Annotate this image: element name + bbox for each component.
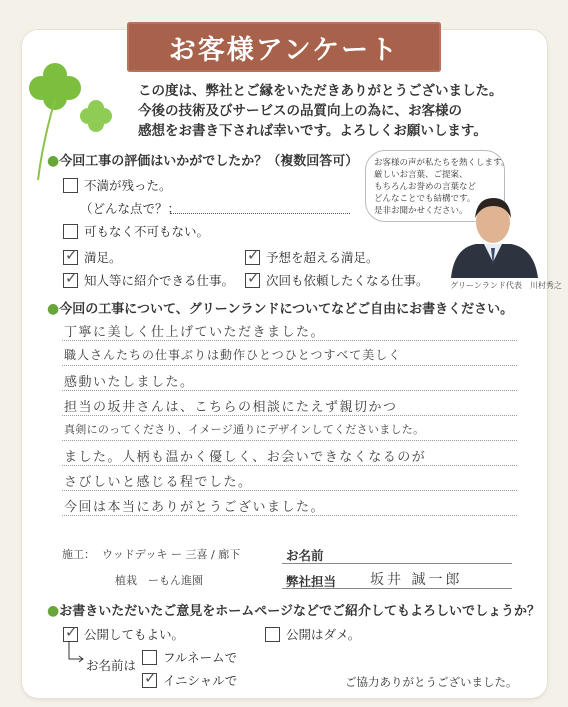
checkbox[interactable]	[142, 650, 157, 665]
option-label: 知人等に紹介できる仕事。	[84, 273, 235, 288]
intro-line: 感想をお書き下されば幸いです。よろしくお願いします。	[138, 123, 487, 139]
name-line[interactable]	[282, 563, 512, 564]
name-label: お名前	[286, 548, 324, 563]
q3-heading-text: お書きいただいたご意見をホームページなどでご紹介してもよろしいでしょうか？	[59, 604, 540, 619]
checkbox[interactable]	[265, 627, 280, 642]
work-value: ウッドデッキ ー 三喜 / 廊下	[102, 548, 241, 561]
comment-line: ました。人柄も温かく優しく、お会いできなくなるのが	[64, 450, 427, 465]
bubble-line: 厳しいお言葉、ご提案、	[374, 170, 468, 180]
ruled-line	[62, 390, 517, 391]
ruled-line	[62, 340, 517, 341]
checkmark-icon: ✓	[65, 268, 78, 287]
option-fullname[interactable]	[142, 648, 237, 666]
checkmark-icon: ✓	[65, 622, 78, 641]
bubble-line: どんなことでも結構です。	[374, 194, 476, 204]
thanks-text: ご協力ありがとうございました。	[345, 675, 518, 689]
option-label: 満足。	[84, 250, 122, 265]
planting-value: 植栽 ーもん進園	[115, 574, 203, 587]
branch-arrow-icon	[66, 641, 86, 667]
option-label: フルネームで	[163, 650, 238, 665]
comment-line: 丁寧に美しく仕上げていただきました。	[64, 325, 326, 340]
survey-title: お客様アンケート	[127, 22, 441, 72]
clover-icon	[18, 50, 128, 190]
option-recommend[interactable]	[63, 268, 235, 289]
option-label: 公開してもよい。	[84, 627, 185, 642]
ruled-line	[62, 440, 517, 441]
checkbox[interactable]	[245, 245, 260, 265]
q2-heading-text: 今回の工事について、グリーンランドについてなどご自由にお書きください。	[59, 302, 514, 317]
which-points-row	[80, 199, 180, 217]
option-neutral[interactable]	[63, 222, 209, 240]
option-publish-no[interactable]	[265, 625, 360, 643]
option-label: 可もなく不可もない。	[84, 224, 210, 239]
president-photo	[446, 190, 541, 278]
option-exceeded[interactable]	[245, 245, 379, 266]
checkbox[interactable]	[63, 622, 78, 642]
ruled-line	[62, 515, 517, 516]
ruled-line	[62, 415, 517, 416]
option-satisfied[interactable]	[63, 245, 122, 266]
option-again[interactable]	[245, 268, 429, 289]
comment-line: 真剣にのってくださり、イメージ通りにデザインしてくださいました。	[64, 423, 425, 436]
intro-line: 今後の技術及びサービスの品質向上の為に、お客様の	[138, 103, 462, 119]
staff-line	[282, 588, 512, 589]
comment-line: さびしいと感じる程でした。	[64, 475, 253, 490]
q3-heading	[47, 600, 540, 619]
q1-heading	[47, 150, 358, 169]
comment-line: 今回は本当にありがとうございました。	[64, 500, 326, 515]
president-caption: グリーンランド代表 川村秀之	[450, 281, 562, 290]
option-initials[interactable]	[142, 668, 238, 689]
checkmark-icon: ✓	[247, 245, 260, 264]
name-is-label	[86, 656, 136, 674]
checkbox[interactable]	[142, 668, 157, 688]
staff-value: 坂井 誠一郎	[370, 572, 463, 588]
work-label: 施工：	[62, 548, 95, 561]
checkbox[interactable]	[63, 178, 78, 193]
checkbox[interactable]	[63, 245, 78, 265]
option-label: 次回も依頼したくなる仕事。	[266, 273, 429, 288]
bubble-line: 是非お聞かせください。	[374, 206, 468, 216]
intro-line: この度は、弊社とご縁をいただきありがとうございました。	[138, 83, 503, 99]
comment-line: 感動いたしました。	[64, 375, 195, 390]
option-label: 公開はダメ。	[286, 627, 361, 642]
option-label: 不満が残った。	[84, 178, 172, 193]
checkmark-icon: ✓	[144, 668, 157, 687]
bullet-icon: ●	[47, 301, 60, 317]
staff-label: 弊社担当	[286, 574, 337, 589]
name-is-text: お名前は	[86, 658, 137, 673]
option-label: イニシャルで	[163, 673, 238, 688]
checkbox[interactable]	[63, 268, 78, 288]
checkmark-icon: ✓	[247, 268, 260, 287]
checkbox[interactable]	[63, 224, 78, 239]
q1-heading-text: 今回工事の評価はいかがでしたか？（複数回答可）	[59, 154, 359, 169]
which-points-line[interactable]	[170, 213, 350, 214]
ruled-line	[62, 465, 517, 466]
ruled-line	[62, 490, 517, 491]
which-points-label: （どんな点で？：	[80, 201, 181, 216]
checkmark-icon: ✓	[65, 245, 78, 264]
q2-heading	[47, 298, 513, 317]
option-dissatisfied[interactable]	[63, 176, 172, 194]
bubble-line: もちろんお誉めの言葉など	[374, 182, 477, 192]
bullet-icon: ●	[47, 153, 60, 169]
option-label: 予想を超える満足。	[266, 250, 379, 265]
bullet-icon: ●	[47, 603, 60, 619]
checkbox[interactable]	[245, 268, 260, 288]
ruled-line	[62, 365, 517, 366]
comment-line: 担当の坂井さんは、こちらの相談にたえず親切かつ	[64, 400, 398, 415]
intro-text	[138, 81, 518, 141]
bubble-line: お客様の声が私たちを熱くします。	[374, 158, 510, 168]
comment-line: 職人さんたちの仕事ぶりは動作ひとつひとつすべて美しく	[64, 348, 402, 362]
